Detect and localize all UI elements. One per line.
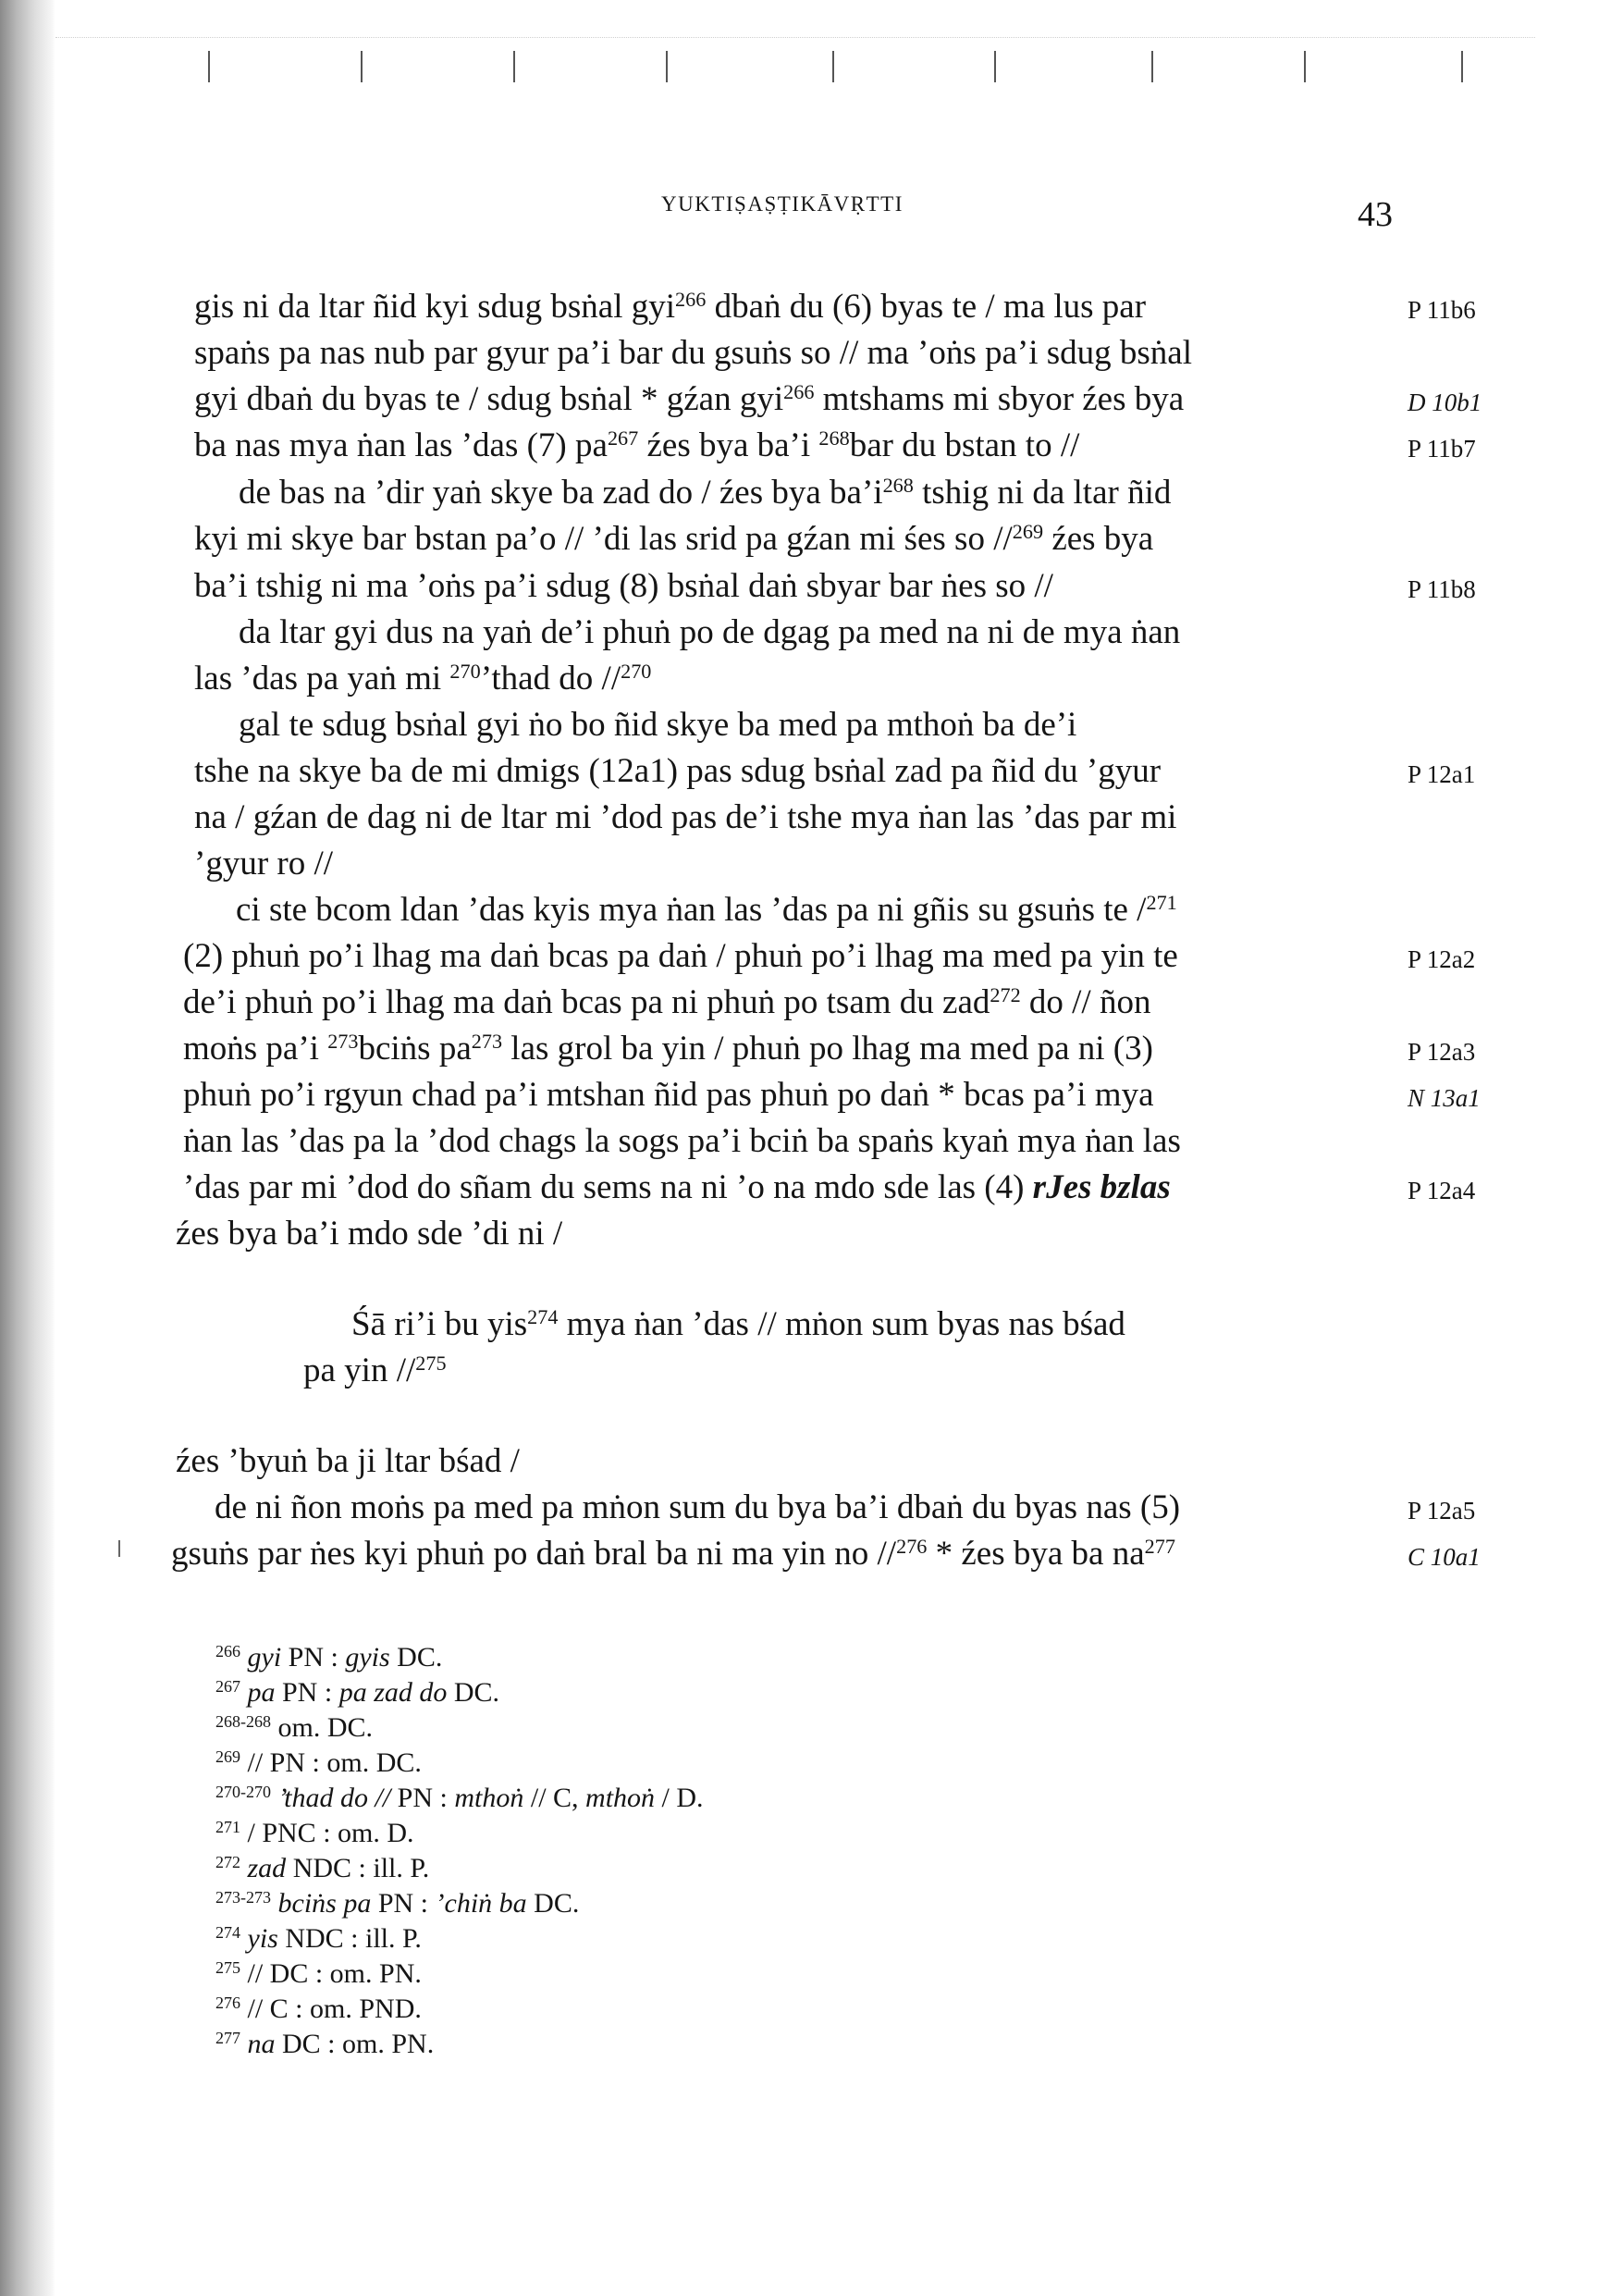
text-line: gis ni da ltar ñid kyi sdug bsṅal gyi$^{266}$ dbaṅ du (6) byas te / ma lus par [194,287,1147,326]
footnote: $^{273-273}$ bciṅs pa PN : ’chiṅ ba DC. [215,1888,580,1919]
text-line: kyi mi skye bar bstan pa’o // ’di las srid pa gźan mi śes so //$^{269}$ źes bya [194,519,1154,558]
footnote: $^{266}$ gyi PN : gyis DC. [215,1642,443,1673]
text-line: tshe na skye ba de mi dmigs (12a1) pas sdug bsṅal zad pa ñid du ’gyur [194,752,1162,790]
page-number: 43 [1358,195,1393,234]
text-line: de bas na ’dir yaṅ skye ba zad do / źes bya $ba’i^{268}$ tshig ni da ltar ñid [239,473,1172,512]
text-line: ba nas mya ṅan las ’das (7) $pa^{267}$ źes bya ba’i $^{268}$bar du bstan to // [194,426,1080,464]
text-line: źes ’byuṅ ba ji ltar bśad / [176,1442,520,1480]
footnote: $^{275}$ // DC : om. PN. [215,1958,422,1989]
text-line: spaṅs pa nas nub par gyur pa’i bar du gsuṅs so // ma ’oṅs pa’i sdug bsṅal [194,334,1192,372]
footnote: $^{277}$ na DC : om. PN. [215,2029,435,2059]
footnote: $^{270-270}$ ’thad do // PN : mthoṅ // C, mthoṅ / D. [215,1783,704,1813]
text-line: de ni ñon moṅs pa med pa mṅon sum du bya ba’i dbaṅ du byas nas (5) [215,1488,1181,1526]
running-title: YUKTIṢAṢṬIKĀVṚTTI [661,192,904,216]
text-line: da ltar gyi dus na yaṅ de’i phuṅ po de dgag pa med na ni de mya ṅan [239,613,1181,651]
footnote: $^{272}$ zad NDC : ill. P. [215,1853,430,1883]
margin-ref: D 10b1 [1408,389,1482,416]
scan-gutter-shadow [0,0,55,2296]
margin-ref: C 10a1 [1408,1543,1481,1571]
text-line: gyi dbaṅ du byas te / sdug bsṅal * gźan gyi$^{266}$ mtshams mi sbyor źes bya [194,379,1185,418]
text-line: ṅan las ’das pa la ’dod chags la sogs pa’i bciṅ ba spaṅs kyaṅ mya ṅan las [183,1122,1181,1160]
margin-ref: N 13a1 [1408,1084,1481,1112]
scan-top-marks [55,37,1535,84]
text-line: moṅs pa’i $^{273}$bciṅs $pa^{273}$ las grol ba yin / phuṅ po lhag ma med pa ni (3) [183,1029,1153,1068]
footnote: $^{271}$ / PNC : om. D. [215,1818,414,1848]
footnote: $^{269}$ // PN : om. DC. [215,1747,422,1778]
margin-ref: P 12a5 [1408,1497,1476,1524]
text-line: gsuṅs par ṅes kyi phuṅ po daṅ bral ba ni ma yin no //$^{276}$ * źes bya ba $na^{277}$ [171,1534,1175,1573]
text-line: ’das par mi ’dod do sñam du sems na ni ’o na mdo sde las (4) rJes bzlas [183,1168,1171,1206]
verse-line: Śā ri’i bu yis$^{274}$ mya ṅan ’das // mṅon sum byas nas bśad [351,1304,1125,1343]
margin-ref: P 12a2 [1408,945,1476,973]
footnote: $^{274}$ yis NDC : ill. P. [215,1923,422,1954]
text-line: na / gźan de dag ni de ltar mi ’dod pas de’i tshe mya ṅan las ’das par mi [194,798,1177,836]
text-line: de’i phuṅ po’i lhag ma daṅ bcas pa ni phuṅ po tsam du zad$^{272}$ do // ñon [183,982,1151,1021]
footnote: $^{268-268}$ om. DC. [215,1712,374,1743]
text-line: ’gyur ro // [194,845,334,883]
text-line: phuṅ po’i rgyun chad pa’i mtshan ñid pas phuṅ po daṅ * bcas pa’i mya [183,1076,1154,1114]
text-line: (2) phuṅ po’i lhag ma daṅ bcas pa daṅ / phuṅ po’i lhag ma med pa yin te [183,937,1178,975]
scan-speck [118,1540,120,1557]
margin-ref: P 11b6 [1408,296,1476,324]
text-line: źes bya ba’i mdo sde ’di ni / [176,1215,563,1253]
margin-ref: P 12a1 [1408,760,1476,788]
text-line: las ’das pa yaṅ mi $^{270}$’thad do //$^{270}$ [194,659,652,697]
margin-ref: P 12a3 [1408,1038,1476,1066]
margin-ref: P 11b8 [1408,575,1476,603]
text-line: gal te sdug bsṅal gyi ṅo bo ñid skye ba med pa mthoṅ ba de’i [239,706,1077,744]
verse-line: pa yin //$^{275}$ [303,1351,447,1389]
margin-ref: P 11b7 [1408,435,1476,463]
footnote: $^{276}$ // C : om. PND. [215,1994,422,2024]
text-line: ci ste bcom ldan ’das kyis mya ṅan las ’das pa ni gñis su gsuṅs te /$^{271}$ [236,890,1177,929]
text-line: ba’i tshig ni ma ’oṅs pa’i sdug (8) bsṅal daṅ sbyar bar ṅes so // [194,567,1053,605]
footnote: $^{267}$ pa PN : pa zad do DC. [215,1677,500,1708]
margin-ref: P 12a4 [1408,1177,1476,1204]
